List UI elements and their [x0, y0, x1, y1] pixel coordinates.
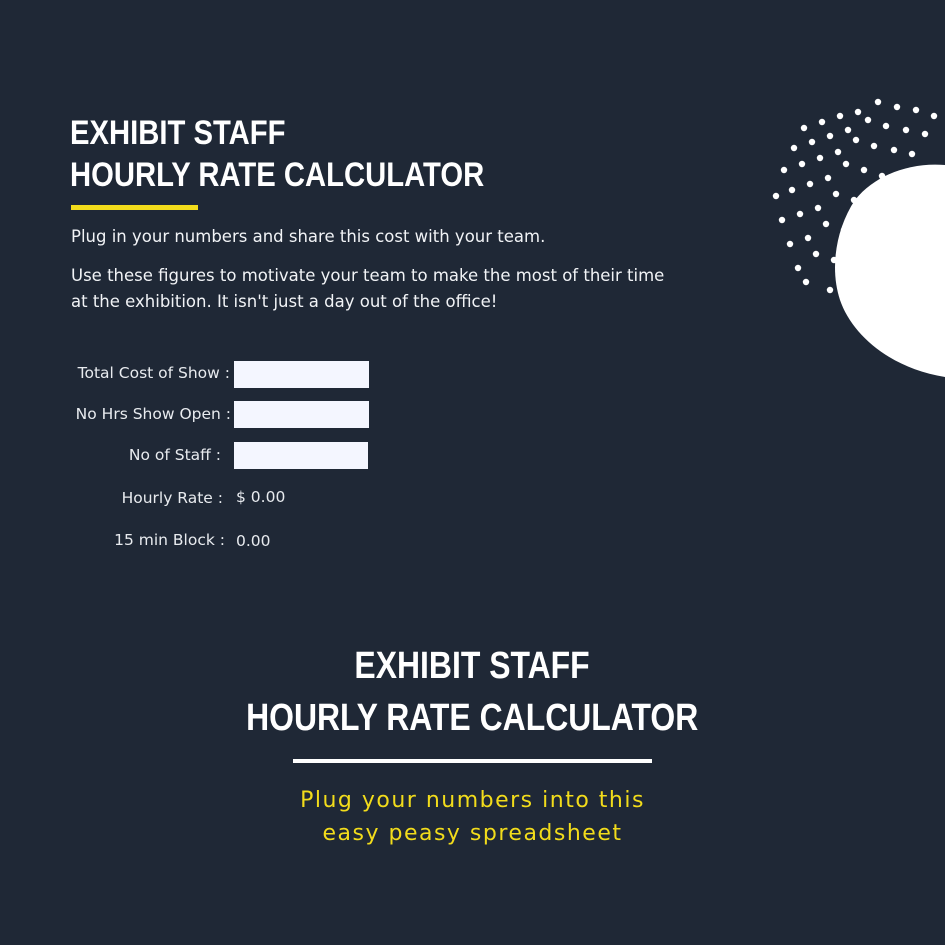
total-cost-label: Total Cost of Show : — [77, 364, 230, 382]
footer-subtitle-line2: easy peasy spreadsheet — [322, 821, 623, 846]
white-blob-shape — [835, 165, 945, 377]
footer-title — [0, 640, 945, 744]
footer-subtitle-line1: Plug your numbers into this — [300, 788, 645, 813]
footer-title-line2: HOURLY RATE CALCULATOR — [246, 697, 699, 739]
intro-text — [71, 224, 671, 328]
staff-count-label: No of Staff : — [128, 446, 221, 464]
staff-count-input[interactable] — [234, 442, 368, 469]
hours-open-label: No Hrs Show Open : — [75, 405, 231, 423]
intro-line2: Use these figures to motivate your team to make the most of their time at the exhibition. It isn't just a day out of the office! — [71, 266, 665, 311]
block-label: 15 min Block : — [114, 531, 225, 549]
total-cost-input[interactable] — [234, 361, 369, 388]
title-accent-underline — [71, 205, 198, 210]
footer-divider — [293, 759, 652, 763]
page-title-line2: HOURLY RATE CALCULATOR — [70, 156, 485, 194]
intro-line1: Plug in your numbers and share this cost with your team. — [71, 227, 546, 246]
footer-title-line1: EXHIBIT STAFF — [354, 645, 591, 687]
hours-open-input[interactable] — [234, 401, 369, 428]
page-title-line1: EXHIBIT STAFF — [70, 114, 286, 152]
hourly-rate-value: $ 0.00 — [236, 488, 286, 506]
page-title — [70, 112, 484, 196]
decorative-dots-blob — [760, 90, 945, 390]
block-value: 0.00 — [236, 532, 271, 550]
footer-subtitle — [0, 784, 945, 850]
hourly-rate-label: Hourly Rate : — [121, 489, 223, 507]
